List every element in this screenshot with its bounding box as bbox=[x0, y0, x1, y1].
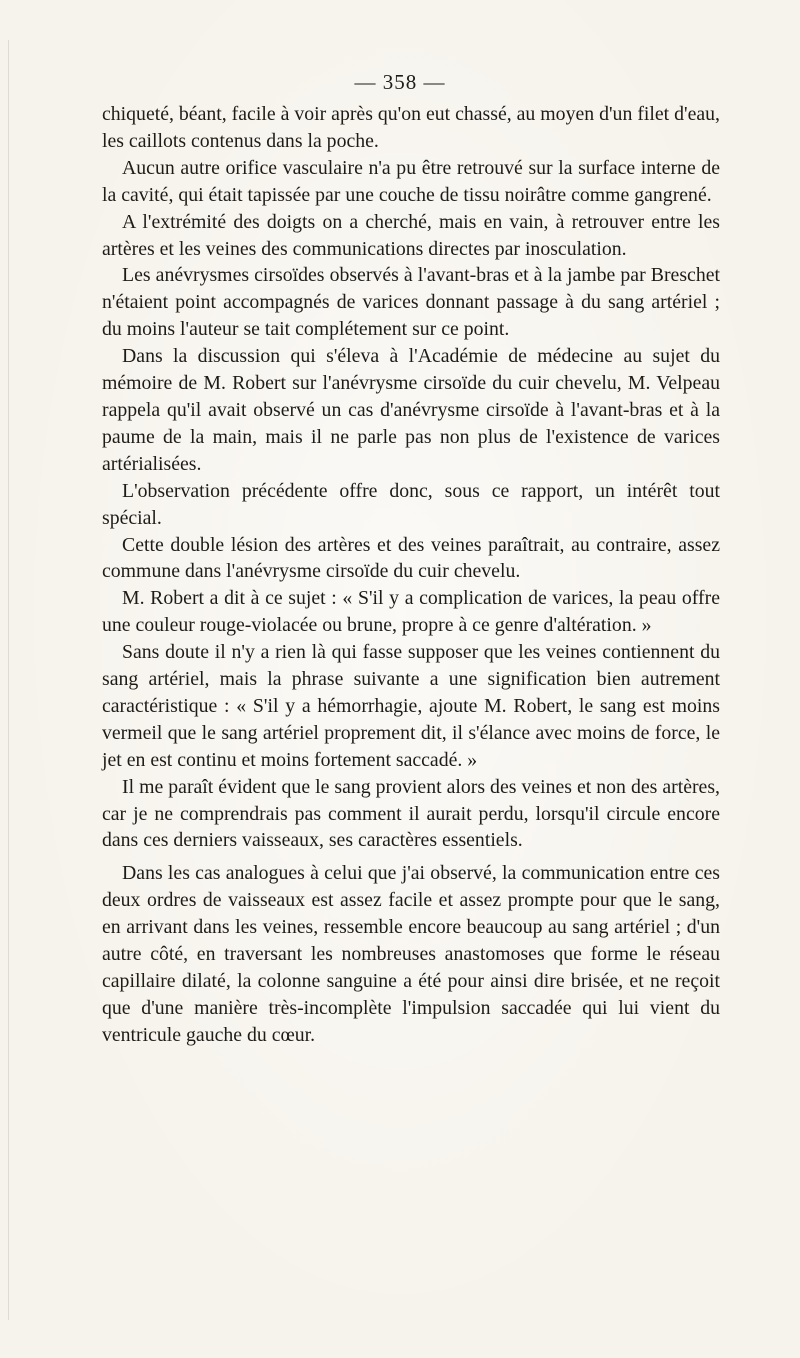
paragraph: L'observation précédente offre donc, sous ce rapport, un intérêt tout spécial. bbox=[102, 479, 720, 529]
paragraph: Cette double lésion des artères et des veines paraîtrait, au contraire, assez commune dans l'anévrysme cirsoïde du cuir chevelu. bbox=[102, 533, 720, 583]
paragraph: chiqueté, béant, facile à voir après qu'on eut chassé, au moyen d'un filet d'eau, les caillots contenus dans la poche. bbox=[102, 103, 720, 152]
body-text bbox=[102, 101, 720, 1049]
page-number: — 358 — bbox=[354, 70, 446, 94]
paragraph: Les anévrysmes cirsoïdes observés à l'avant-bras et à la jambe par Breschet n'étaient point accompagnés de varices donnant passage à du sang artériel ; du moins l'auteur se tait complétement sur ce point. bbox=[102, 264, 720, 341]
page-edge-left bbox=[8, 40, 9, 1320]
paragraph: Dans la discussion qui s'éleva à l'Académie de médecine au sujet du mémoire de M. Robert sur l'anévrysme cirsoïde du cuir chevelu, M. Velpeau rappela qu'il avait observé un cas d'anévrysme cirsoïde à l'avant-bras et à la paume de la main, mais il ne parle pas non plus de l'existence de varices artérialisées. bbox=[102, 345, 720, 475]
paragraph: A l'extrémité des doigts on a cherché, mais en vain, à retrouver entre les artères et les veines des communications directes par inosculation. bbox=[102, 210, 720, 260]
paragraph: Aucun autre orifice vasculaire n'a pu être retrouvé sur la surface interne de la cavité, qui était tapissée par une couche de tissu noirâtre comme gangrené. bbox=[102, 156, 720, 206]
paragraph: Dans les cas analogues à celui que j'ai observé, la communication entre ces deux ordres de vaisseaux est assez facile et assez prompte pour que le sang, en arrivant dans les veines, ressemble encore beaucoup au sang artériel ; d'un autre côté, en traversant les nombreuses anastomoses que forme le réseau capillaire dilaté, la colonne sanguine a été pour ainsi dire brisée, et ne reçoit que d'une manière très-incomplète l'impulsion saccadée qui lui vient du ventricule gauche du cœur. bbox=[102, 862, 720, 1046]
paragraph: M. Robert a dit à ce sujet : « S'il y a complication de varices, la peau offre une couleur rouge-violacée ou brune, propre à ce genre d'altération. » bbox=[102, 587, 720, 637]
paragraph: Sans doute il n'y a rien là qui fasse supposer que les veines contiennent du sang artériel, mais la phrase suivante a une signification bien autrement caractéristique : « S'il y a hémorrhagie, ajoute M. Robert, le sang est moins vermeil que le sang artériel proprement dit, il s'élance avec moins de force, le jet en est continu et moins fortement saccadé. » bbox=[102, 641, 720, 771]
paragraph: Il me paraît évident que le sang provient alors des veines et non des artères, car je ne comprendrais pas comment il aurait perdu, lorsqu'il circule encore dans ces derniers vaisseaux, ses caractères essentiels. bbox=[102, 775, 720, 852]
